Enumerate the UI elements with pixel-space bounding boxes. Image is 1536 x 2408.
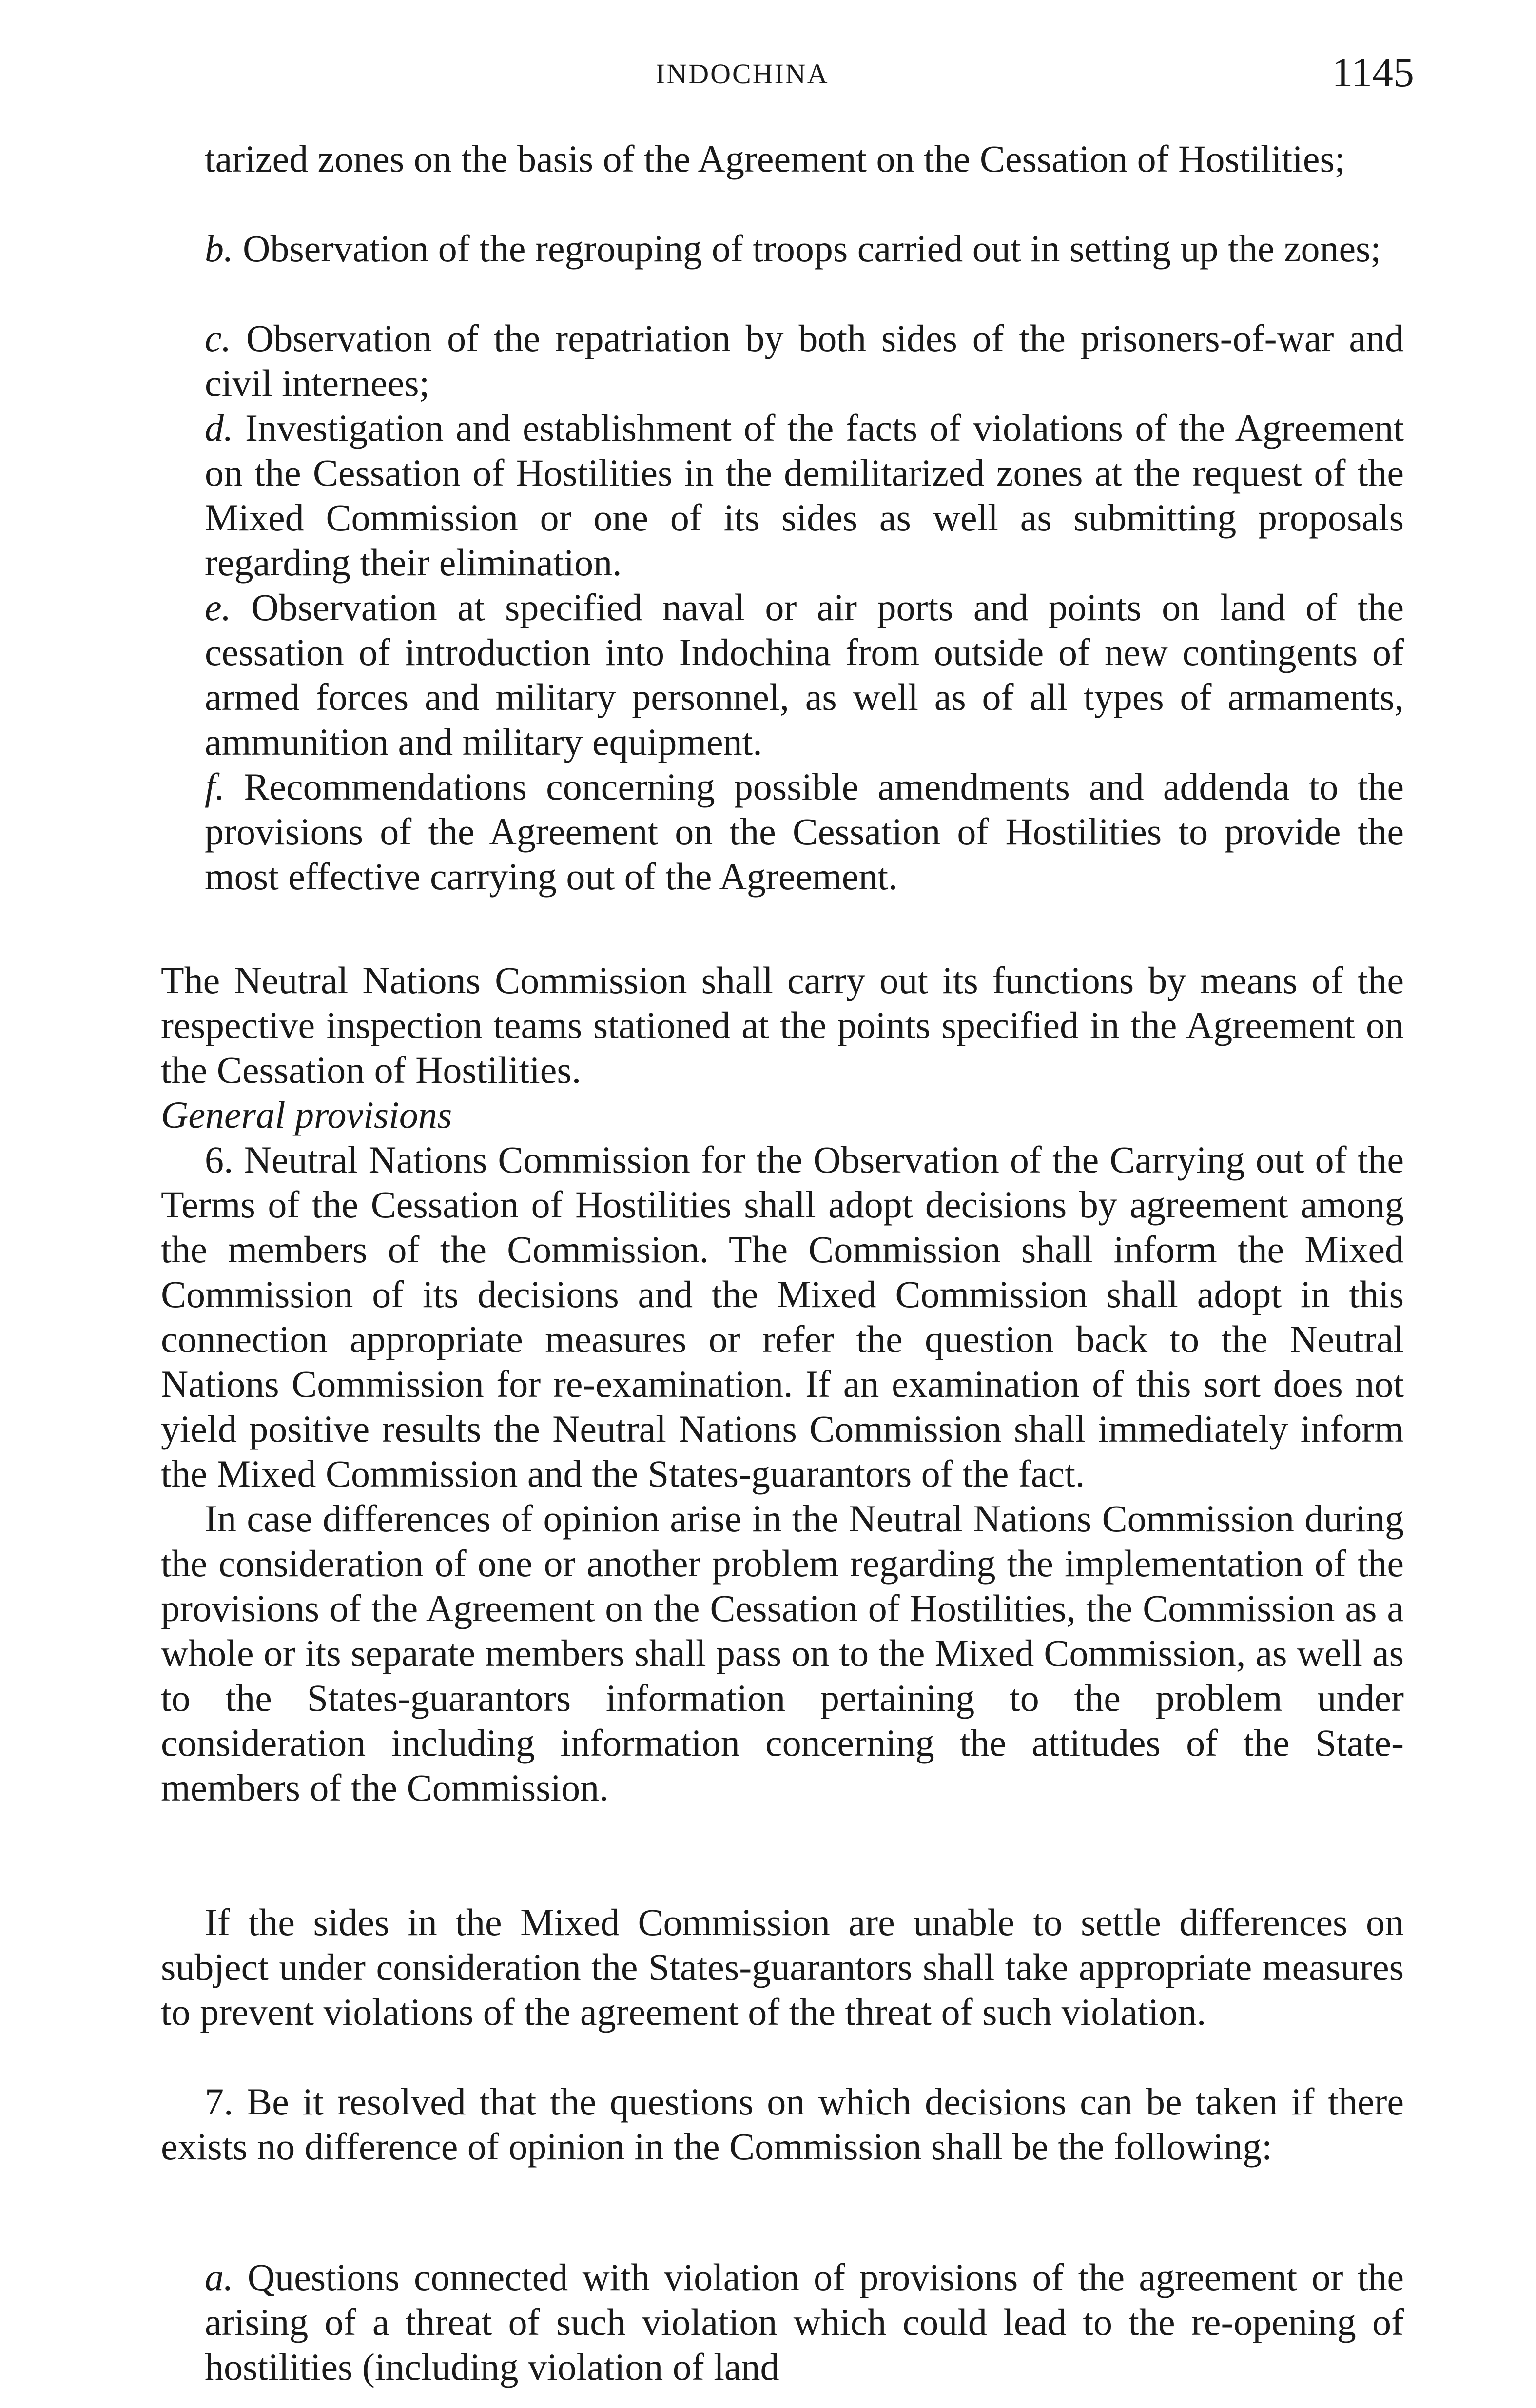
item-e-letter: e. <box>205 586 232 628</box>
item-f-text: Recommendations concerning possible amendments and addenda to the provisions of the Agreement on the Cessation of Hostilities to provide the most effective carrying out of the Agreement. <box>205 765 1404 898</box>
item-b <box>205 226 1404 271</box>
item-a2-text: Questions connected with violation of provisions of the agreement or the arising of a threat of such violation which could lead to the re-opening of hostilities (including violation of land <box>205 2256 1404 2388</box>
item-f <box>205 764 1404 899</box>
item-c-text: Observation of the repatriation by both sides of the prisoners-of-war and civil internees; <box>205 317 1404 404</box>
paragraph-7: 7. Be it resolved that the questions on which decisions can be taken if there exists no difference of opinion in the Commission shall be the following: <box>161 2080 1404 2168</box>
paragraph-differences: In case differences of opinion arise in the Neutral Nations Commission during the consideration of one or another problem regarding the implementation of the provisions of the Agreement on the Cessation of Hostilities, the Commission as a whole or its separate members shall pass on to the Mixed Commission, as well as to the States-guarantors information pertaining to the problem under consideration including information concerning the attitudes of the State-members of the Commission. <box>161 1497 1404 1809</box>
item-f-letter: f. <box>205 765 225 808</box>
item-d <box>205 406 1404 585</box>
item-b-text: Observation of the regrouping of troops carried out in setting up the zones; <box>233 227 1381 270</box>
item-c-letter: c. <box>205 317 232 359</box>
item-d-text: Investigation and establishment of the facts of violations of the Agreement on the Cessation of Hostilities in the demilitarized zones at the request of the Mixed Commission or one of its sides as well as submitting proposals regarding their elimination. <box>205 407 1404 584</box>
paragraph-6: 6. Neutral Nations Commission for the Observation of the Carrying out of the Terms of the Cessation of Hostilities shall adopt decisions by agreement among the members of the Commission. The Commission shall inform the Mixed Commission of its decisions and the Mixed Commission shall adopt in this connection appropriate measures or refer the question back to the Neutral Nations Commission for re-examination. If an examination of this sort does not yield positive results the Neutral Nations Commission shall immediately inform the Mixed Commission and the States-guarantors of the fact. <box>161 1138 1404 1495</box>
general-provisions-heading: General provisions <box>161 1094 452 1136</box>
paragraph-sides: If the sides in the Mixed Commission are unable to settle differences on subject under consideration the States-guarantors shall take appropriate measures to prevent violations of the agreement of the threat of such violation. <box>161 1901 1404 2033</box>
item-a2-letter: a. <box>205 2256 233 2298</box>
paragraph-functions: The Neutral Nations Commission shall carry out its functions by means of the respective inspection teams stationed at the points specified in the Agreement on the Cessation of Hostilities. <box>161 959 1404 1091</box>
item-d-letter: d. <box>205 407 233 449</box>
item-a-questions <box>205 2255 1404 2389</box>
item-e <box>205 585 1404 764</box>
item-a-continuation: tarized zones on the basis of the Agreement on the Cessation of Hostilities; <box>205 137 1345 180</box>
page-number: 1145 <box>1332 49 1414 96</box>
item-e-text: Observation at specified naval or air ports and points on land of the cessation of introduction into Indochina from outside of new contingents of armed forces and military personnel, as well as of all types of armaments, ammunition and military equipment. <box>205 586 1404 763</box>
running-header: INDOCHINA <box>656 58 829 90</box>
item-b-letter: b. <box>205 227 233 270</box>
item-c <box>205 316 1404 406</box>
